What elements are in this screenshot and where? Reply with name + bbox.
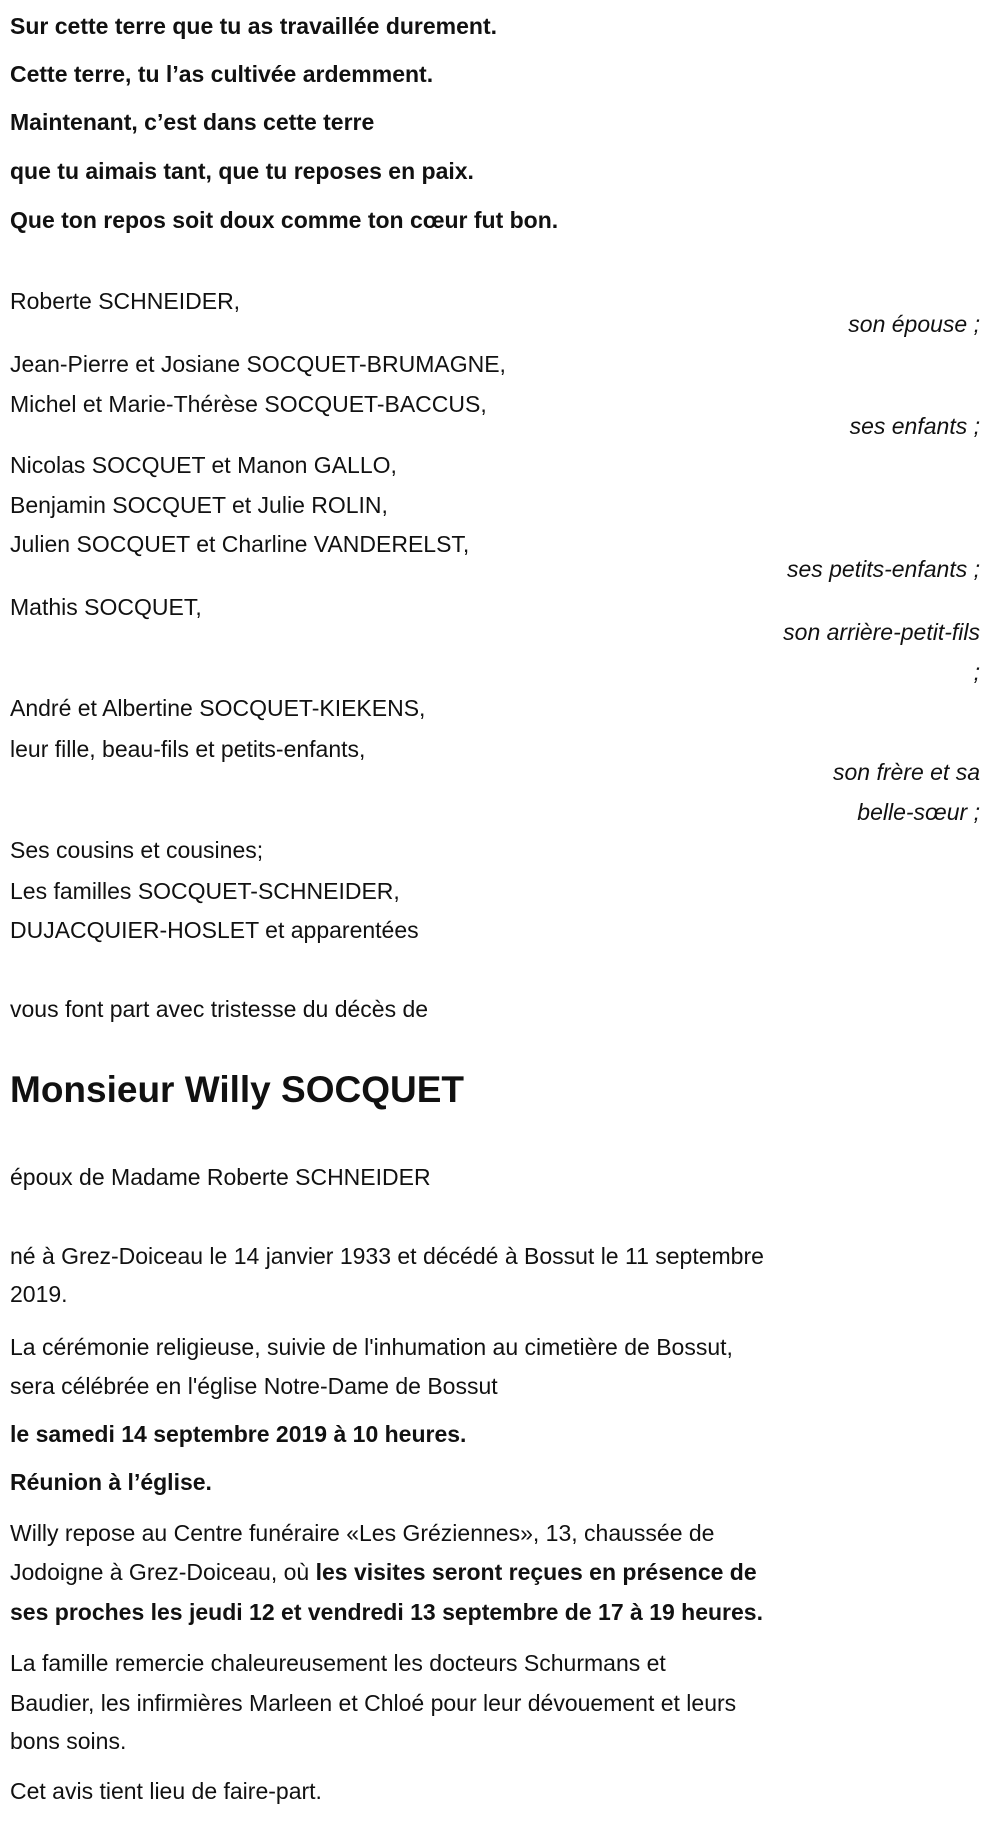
- birth-death-line: 2019.: [10, 1281, 68, 1307]
- relation-label: son arrière-petit-fils: [783, 619, 980, 645]
- announcement: vous font part avec tristesse du décès de: [10, 996, 429, 1022]
- family-name: DUJACQUIER-HOSLET et apparentées: [10, 917, 419, 943]
- poem-line: Maintenant, c’est dans cette terre: [10, 109, 375, 135]
- relation-label: ses petits-enfants ;: [786, 556, 980, 582]
- closing-note: Cet avis tient lieu de faire-part.: [10, 1778, 322, 1804]
- birth-death-line: né à Grez-Doiceau le 14 janvier 1933 et décédé à Bossut le 11 septembre: [10, 1243, 764, 1269]
- relation-label: ;: [973, 659, 980, 685]
- poem-line: Que ton repos soit doux comme ton cœur fut bon.: [10, 207, 559, 233]
- thanks-line: Baudier, les infirmières Marleen et Chloé pour leur dévouement et leurs: [10, 1690, 737, 1716]
- spouse-line: époux de Madame Roberte SCHNEIDER: [10, 1164, 431, 1190]
- relation-label: son épouse ;: [848, 311, 980, 337]
- thanks-line: bons soins.: [10, 1728, 127, 1754]
- ceremony-line: sera célébrée en l'église Notre-Dame de Bossut: [10, 1373, 498, 1399]
- thanks-line: La famille remercie chaleureusement les docteurs Schurmans et: [10, 1650, 666, 1676]
- visits-line: Willy repose au Centre funéraire «Les Gréziennes», 13, chaussée de: [10, 1520, 715, 1546]
- ceremony-date: le samedi 14 septembre 2019 à 10 heures.: [10, 1421, 467, 1447]
- meeting-info: Réunion à l’église.: [10, 1469, 212, 1495]
- family-name: Julien SOCQUET et Charline VANDERELST,: [10, 531, 470, 557]
- poem-line: Sur cette terre que tu as travaillée durement.: [10, 13, 498, 39]
- family-name: Michel et Marie-Thérèse SOCQUET-BACCUS,: [10, 391, 487, 417]
- family-name: Benjamin SOCQUET et Julie ROLIN,: [10, 492, 388, 518]
- poem-line: que tu aimais tant, que tu reposes en paix.: [10, 158, 474, 184]
- visits-highlight: ses proches les jeudi 12 et vendredi 13 septembre de 17 à 19 heures.: [10, 1599, 763, 1625]
- ceremony-line: La cérémonie religieuse, suivie de l'inhumation au cimetière de Bossut,: [10, 1334, 733, 1360]
- family-name: leur fille, beau-fils et petits-enfants,: [10, 736, 366, 762]
- family-name: Nicolas SOCQUET et Manon GALLO,: [10, 452, 397, 478]
- family-name: Les familles SOCQUET-SCHNEIDER,: [10, 878, 400, 904]
- family-name: Ses cousins et cousines;: [10, 837, 264, 863]
- family-name: Roberte SCHNEIDER,: [10, 288, 241, 314]
- relation-label: son frère et sa: [832, 759, 980, 785]
- poem-line: Cette terre, tu l’as cultivée ardemment.: [10, 61, 434, 87]
- relation-label: ses enfants ;: [849, 413, 980, 439]
- visits-line: [10, 1557, 757, 1587]
- family-name: Jean-Pierre et Josiane SOCQUET-BRUMAGNE,: [10, 351, 506, 377]
- relation-label: belle-sœur ;: [857, 799, 980, 825]
- family-name: Mathis SOCQUET,: [10, 594, 202, 620]
- visits-highlight: les visites seront reçues en présence de: [315, 1559, 757, 1585]
- family-name: André et Albertine SOCQUET-KIEKENS,: [10, 695, 426, 721]
- deceased-name: Monsieur Willy SOCQUET: [10, 1069, 464, 1110]
- visits-text: Jodoigne à Grez-Doiceau, où: [10, 1559, 316, 1585]
